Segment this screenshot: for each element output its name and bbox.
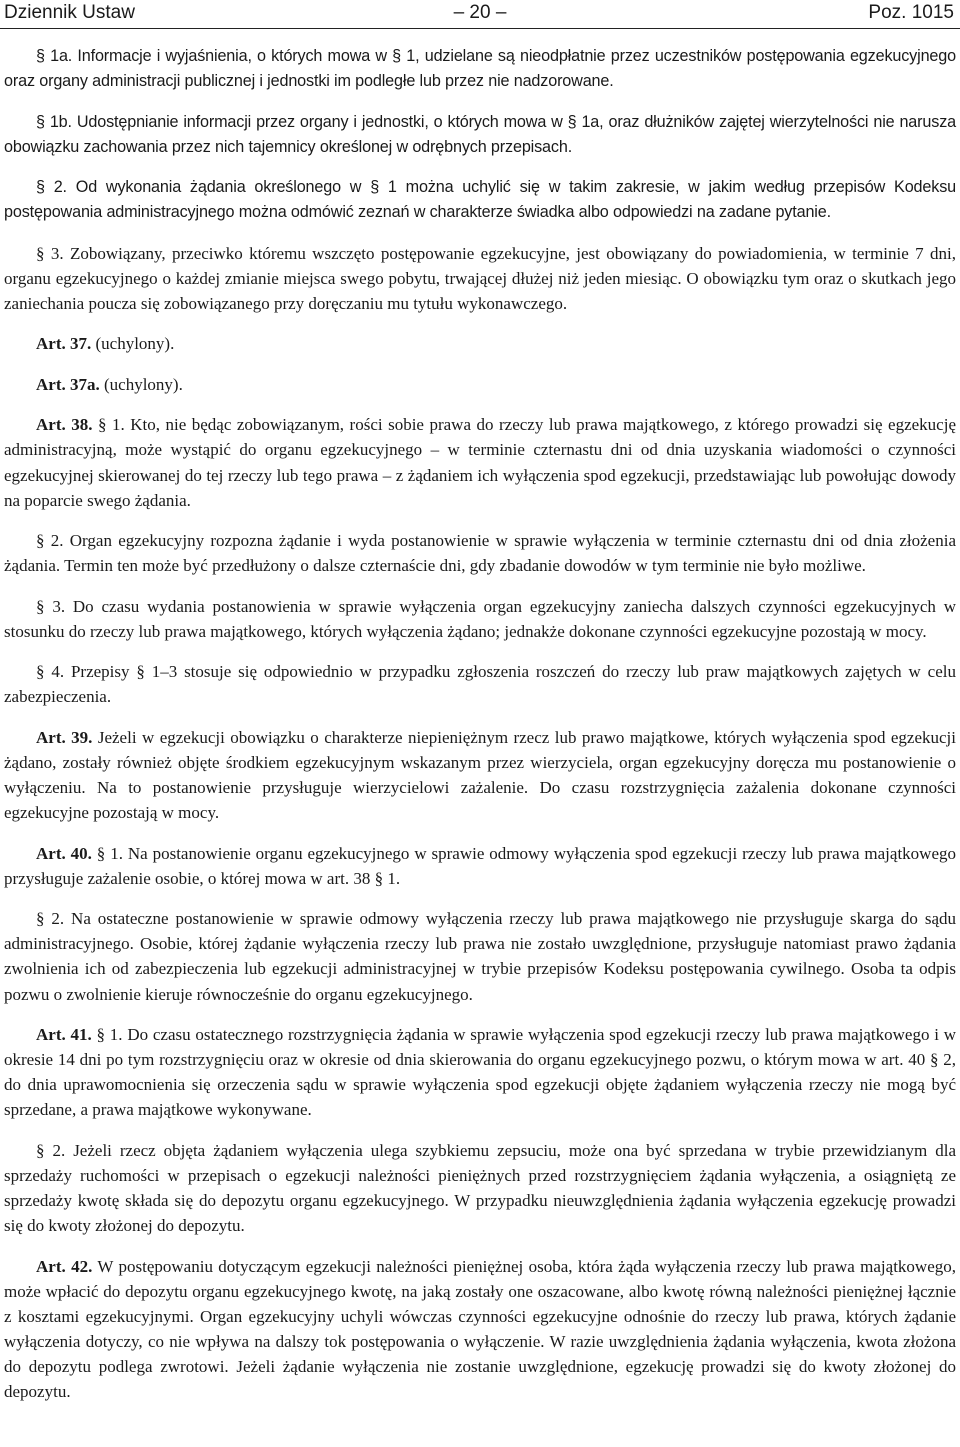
article-38-3: § 3. Do czasu wydania postanowienia w sprawie wyłączenia organ egzekucyjny zaniecha dalszych czynności egzekucyjnych w stosunku do rzeczy lub prawa majątkowego, których wyłączenia żądano; jednakże dokonane czynności egzekucyjne pozostają w mocy. (4, 596, 956, 641)
paragraph-36-3: § 3. Zobowiązany, przeciwko któremu wszczęto postępowanie egzekucyjne, jest obowiązany do powiadomienia, w terminie 7 dni, organu egzekucyjnego o każdej zmianie miejsca swego pobytu, trwającej dłużej niż jeden miesiąc. O obowiązku tym oraz o skutkach jego zaniechania poucza się zobowiązanego przy doręczaniu mu tytułu wykonawczego. (4, 243, 956, 313)
article-label: Art. 37. (36, 334, 92, 354)
article-39 (4, 725, 956, 825)
paragraph-36-1b: § 1b. Udostępnianie informacji przez organy i jednostki, o których mowa w § 1a, oraz dłużników zajętej wierzytelności nie narusza obowiązku zachowania przez nich tajemnicy określonej w odrębnych przepisach. (4, 112, 956, 156)
position-number: Poz. 1015 (868, 2, 954, 23)
page-header (0, 0, 960, 30)
article-label: Art. 40. (36, 843, 92, 863)
article-41-1 (4, 1022, 956, 1122)
article-41-2: § 2. Jeżeli rzecz objęta żądaniem wyłączenia ulega szybkiemu zepsuciu, może ona być sprzedana w trybie przewidzianym dla sprzedaży ruchomości w przepisach o egzekucji należności pieniężnych przed rozstrzygnięciem żądania wyłączenia, a osiągniętą ze sprzedaży kwotę składa się do depozytu organu egzekucyjnego. W przypadku nieuwzględnienia żądania wyłączenia egzekucję prowadzi się do kwoty złożonej do depozytu. (4, 1140, 956, 1236)
article-label: Art. 39. (36, 727, 93, 747)
article-37a (4, 372, 956, 397)
article-label: Art. 41. (36, 1024, 92, 1044)
article-text: Jeżeli w egzekucji obowiązku o charakterze niepieniężnym rzecz lub prawo majątkowe, których wyłączenia spod egzekucji żądano, zostały również objęte środkiem egzekucyjnym wskazanym przez wierzyciela, organ egzekucyjny doręcza mu postanowienie o wyłączeniu. Na to postanowienie przysługuje wierzycielowi zażalenie. Do czasu rozstrzygnięcia zażalenia dokonane czynności egzekucyjne pozostają w mocy. (4, 727, 957, 823)
article-40-1 (4, 841, 956, 891)
article-text: (uchylony). (99, 374, 183, 394)
article-label: Art. 37a. (36, 374, 100, 394)
article-text: § 1. Kto, nie będąc zobowiązanym, rości sobie prawa do rzeczy lub prawa majątkowego, z którego prowadzi się egzekucję administracyjną, może wystąpić do organu egzekucyjnego – w terminie czternastu dni od dnia uzyskania wiadomości o czynności egzekucyjnej skierowanej do tej rzeczy lub tego prawa – z żądaniem ich wyłączenia spod egzekucji, przedstawiając lub powołując dowody na poparcie swego żądania. (4, 415, 956, 510)
paragraph-36-2: § 2. Od wykonania żądania określonego w § 1 można uchylić się w takim zakresie, w jakim według przepisów Kodeksu postępowania administracyjnego można odmówić zeznań w charakterze świadka albo odpowiedzi na zadane pytanie. (4, 178, 956, 222)
publication-title: Dziennik Ustaw (4, 2, 135, 23)
paragraph-36-1a: § 1a. Informacje i wyjaśnienia, o których mowa w § 1, udzielane są nieodpłatnie przez uczestników postępowania egzekucyjnego oraz organy administracji publicznej i jednostki im podległe lub przez nie nadzorowane. (4, 47, 956, 91)
article-42 (4, 1254, 956, 1405)
article-label: Art. 38. (36, 415, 93, 435)
article-text: § 1. Na postanowienie organu egzekucyjnego w sprawie odmowy wyłączenia spod egzekucji rzeczy lub prawa majątkowego przysługuje zażalenie osobie, o której mowa w art. 38 § 1. (4, 843, 956, 888)
article-label: Art. 42. (36, 1256, 93, 1276)
article-37 (4, 331, 956, 356)
article-38-4: § 4. Przepisy § 1–3 stosuje się odpowiednio w przypadku zgłoszenia roszczeń do rzeczy lub praw majątkowych zajętych w celu zabezpieczenia. (4, 662, 956, 707)
article-text: § 1. Do czasu ostatecznego rozstrzygnięcia żądania w sprawie wyłączenia spod egzekucji rzeczy lub prawa majątkowego i w okresie 14 dni po tym rozstrzygnięciu oraz w okresie od dnia skierowania do organu egzekucyjnego pozwu, o którym mowa w art. 40 § 2, do dnia uprawomocnienia się orzeczenia sądu w sprawie wyłączenia spod egzekucji objęte żądaniem wyłączenia rzeczy nie mogą być sprzedane, a prawa majątkowe wykonywane. (4, 1024, 957, 1120)
article-40-2: § 2. Na ostateczne postanowienie w sprawie odmowy wyłączenia rzeczy lub prawa majątkowego nie przysługuje skarga do sądu administracyjnego. Osobie, której żądanie wyłączenia rzeczy lub prawa nie zostało uwzględnione, przysługuje natomiast prawo żądania zwolnienia ich od zabezpieczenia lub egzekucji administracyjnej w trybie przepisów Kodeksu postępowania cywilnego. Osoba ta odpis pozwu o zwolnienie kieruje równocześnie do organu egzekucyjnego. (4, 909, 956, 1004)
article-text: (uchylony). (91, 334, 175, 354)
page-number: – 20 – (453, 2, 507, 23)
document-body (4, 44, 956, 1419)
article-38-1 (4, 412, 956, 512)
article-38-2: § 2. Organ egzekucyjny rozpozna żądanie i wyda postanowienie w sprawie wyłączenia w terminie czternastu dni od dnia złożenia żądania. Termin ten może być przedłużony o dalsze czternaście dni, gdy zbadanie dowodów w tym terminie nie było możliwe. (4, 531, 956, 576)
header-divider (0, 28, 960, 29)
article-text: W postępowaniu dotyczącym egzekucji należności pieniężnej osoba, która żąda wyłączenia rzeczy lub prawa majątkowego, może wpłacić do depozytu organu egzekucyjnego kwotę, na jaką zostały one oszacowane, albo kwotę równą należności pieniężnej łącznie z kosztami egzekucyjnymi. Organ egzekucyjny uchyli wówczas czynności egzekucyjne odnośnie do rzeczy lub prawa, których żądanie wyłączenia dotyczy, co nie wpływa na dalszy tok postępowania o wyłączenie. W razie uwzględnienia żądania wyłączenia, kwota złożona do depozytu podlega zwrotowi. Jeżeli żądanie wyłączenia nie zostanie uwzględnione, egzekucję prowadzi się do kwoty złożonej do depozytu. (4, 1256, 957, 1401)
